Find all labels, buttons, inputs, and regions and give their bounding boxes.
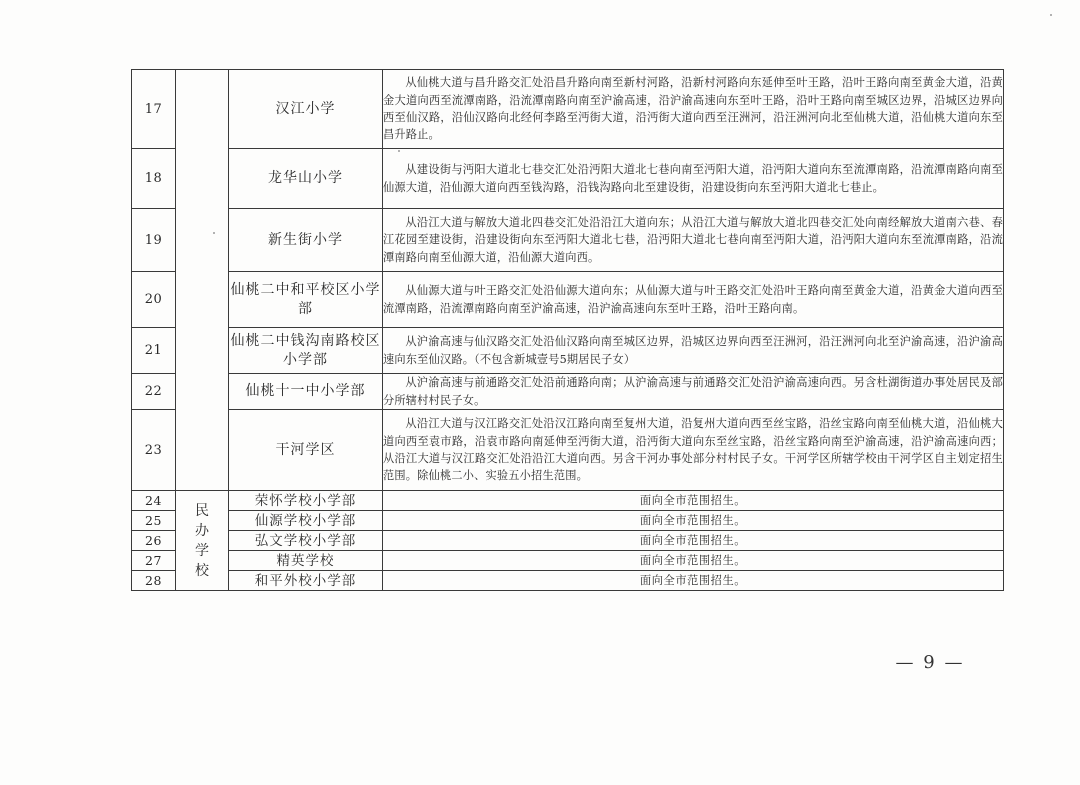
zone-description-cell xyxy=(383,149,1004,209)
row-number: 23 xyxy=(132,410,176,491)
school-name: 仙桃二中和平校区小学部 xyxy=(229,272,383,328)
page-number: — 9 — xyxy=(895,652,965,673)
school-name: 弘文学校小学部 xyxy=(229,531,383,551)
row-number: 25 xyxy=(132,511,176,531)
table-row xyxy=(132,511,1004,531)
row-number: 22 xyxy=(132,374,176,410)
zone-description-cell xyxy=(383,70,1004,149)
scan-speck xyxy=(398,150,400,152)
zone-description: 面向全市范围招生。 xyxy=(639,493,747,507)
school-name: 精英学校 xyxy=(229,551,383,571)
zone-description-cell xyxy=(383,328,1004,374)
zone-description: 面向全市范围招生。 xyxy=(639,573,747,587)
zone-description: 从建设街与沔阳大道北七巷交汇处沿沔阳大道北七巷向南至沔阳大道，沿沔阳大道向东至流潭南路，沿流潭南路向南至仙源大道，沿仙源大道向西至钱沟路，沿钱沟路向北至建设街，沿建设街向东至沔阳大道北七巷止。 xyxy=(383,163,1003,194)
table-row xyxy=(132,410,1004,491)
school-name: 新生街小学 xyxy=(229,209,383,272)
table-row xyxy=(132,551,1004,571)
school-name: 仙桃十一中小学部 xyxy=(229,374,383,410)
zone-description-cell xyxy=(383,551,1004,571)
zone-description: 从沪渝高速与仙汉路交汇处沿仙汉路向南至城区边界，沿城区边界向西至汪洲河，沿汪洲河向北至沪渝高速，沿沪渝高速向东至仙汉路。（不包含新城壹号5期居民子女） xyxy=(383,335,1003,366)
school-name: 仙源学校小学部 xyxy=(229,511,383,531)
table-row xyxy=(132,70,1004,149)
zone-description: 面向全市范围招生。 xyxy=(639,553,747,567)
table-row xyxy=(132,328,1004,374)
table-row xyxy=(132,374,1004,410)
scan-speck xyxy=(1050,14,1052,16)
school-name: 和平外校小学部 xyxy=(229,571,383,591)
row-number: 27 xyxy=(132,551,176,571)
table-row xyxy=(132,531,1004,551)
zone-description: 从沪渝高速与前通路交汇处沿前通路向南；从沪渝高速与前通路交汇处沿沪渝高速向西。另含杜湖街道办事处居民及部分所辖村村民子女。 xyxy=(383,376,1003,407)
group-cell-public xyxy=(176,70,229,491)
row-number: 28 xyxy=(132,571,176,591)
table-row xyxy=(132,491,1004,511)
row-number: 24 xyxy=(132,491,176,511)
row-number: 17 xyxy=(132,70,176,149)
zone-description: 面向全市范围招生。 xyxy=(639,533,747,547)
school-name: 荣怀学校小学部 xyxy=(229,491,383,511)
zone-description-cell xyxy=(383,410,1004,491)
row-number: 21 xyxy=(132,328,176,374)
group-cell-private xyxy=(176,491,229,591)
zone-description-cell xyxy=(383,571,1004,591)
zone-description: 面向全市范围招生。 xyxy=(639,513,747,527)
row-number: 18 xyxy=(132,149,176,209)
zone-description-cell xyxy=(383,272,1004,328)
table-row xyxy=(132,149,1004,209)
school-name: 汉江小学 xyxy=(229,70,383,149)
zone-description-cell xyxy=(383,209,1004,272)
zone-description: 从仙源大道与叶王路交汇处沿仙源大道向东；从仙源大道与叶王路交汇处沿叶王路向南至黄金大道，沿黄金大道向西至流潭南路，沿流潭南路向南至沪渝高速，沿沪渝高速向东至叶王路，沿叶王路向南。 xyxy=(383,284,1003,315)
school-name: 仙桃二中钱沟南路校区小学部 xyxy=(229,328,383,374)
zone-description: 从沿江大道与解放大道北四巷交汇处沿沿江大道向东；从沿江大道与解放大道北四巷交汇处向南经解放大道南六巷、春江花园至建设街，沿建设街向东至沔阳大道北七巷，沿沔阳大道北七巷向南至沔阳大道，沿沔阳大道向东至流潭南路，沿流潭南路向南至仙源大道，沿仙源大道向西。 xyxy=(383,215,1003,264)
enrollment-zone-table xyxy=(131,69,1004,591)
group-label: 民办学校 xyxy=(195,502,209,579)
zone-description-cell xyxy=(383,531,1004,551)
table-row xyxy=(132,272,1004,328)
row-number: 19 xyxy=(132,209,176,272)
zone-description-cell xyxy=(383,511,1004,531)
table-row xyxy=(132,571,1004,591)
school-name: 干河学区 xyxy=(229,410,383,491)
school-name: 龙华山小学 xyxy=(229,149,383,209)
zone-description-cell xyxy=(383,491,1004,511)
row-number: 26 xyxy=(132,531,176,551)
scan-speck xyxy=(213,232,215,234)
zone-description: 从仙桃大道与昌升路交汇处沿昌升路向南至新村河路，沿新村河路向东延伸至叶王路，沿叶王路向南至黄金大道，沿黄金大道向西至流潭南路，沿流潭南路向南至沪渝高速，沿沪渝高速向东至叶王路，沿叶王路向南至城区边界，沿城区边界向西至仙汉路，沿仙汉路向北经何李路至沔街大道，沿沔街大道向西至汪洲河，沿汪洲河向北至仙桃大道，沿仙桃大道向东至昌升路止。 xyxy=(383,76,1003,142)
row-number: 20 xyxy=(132,272,176,328)
zone-description-cell xyxy=(383,374,1004,410)
zone-description: 从沿江大道与汉江路交汇处沿汉江路向南至复州大道，沿复州大道向西至丝宝路，沿丝宝路向南至仙桃大道，沿仙桃大道向西至袁市路，沿袁市路向南延伸至沔街大道，沿沔街大道向东至丝宝路，沿丝宝路向南至沪渝高速，沿沪渝高速向西；从沿江大道与汉江路交汇处沿沿江大道向西。另含干河办事处部分村村民子女。干河学区所辖学校由干河学区自主划定招生范围。除仙桃二小、实验五小招生范围。 xyxy=(383,417,1003,483)
table-row xyxy=(132,209,1004,272)
